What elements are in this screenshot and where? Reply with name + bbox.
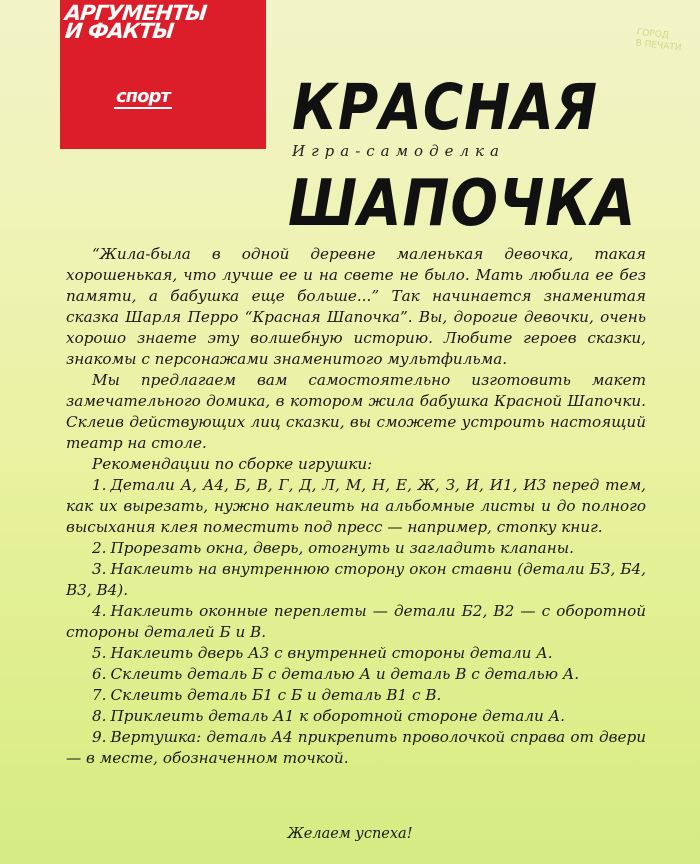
instructions-list [66,475,646,769]
closing-wish: Желаем успеха! [287,826,413,842]
list-item [66,685,646,706]
list-item [66,475,646,538]
list-item [66,538,646,559]
step-number: 8. [92,707,107,725]
page-subtitle: Игра-самоделка [292,142,505,160]
newspaper-logo [60,0,266,149]
step-number: 4. [92,602,107,620]
step-number: 6. [92,665,107,683]
logo-badge: спорт [116,86,170,107]
instructions-heading: Рекомендации по сборке игрушки: [92,455,373,473]
step-text: Прорезать окна, дверь, отогнуть и загладить клапаны. [110,539,574,557]
step-text: Приклеить деталь А1 к оборотной стороне детали А. [110,707,565,725]
page-title-line1: КРАСНАЯ [292,70,599,144]
step-text: Наклеить оконные переплеты — детали Б2, В2 — с оборотной стороны деталей Б и В. [66,602,646,641]
step-number: 5. [92,644,107,662]
step-number: 7. [92,686,107,704]
step-text: Склеить деталь Б с деталью А и деталь В с деталью А. [110,665,580,683]
logo-title [62,1,264,43]
list-item [66,643,646,664]
step-text: Детали А, А4, Б, В, Г, Д, Л, М, Н, Е, Ж, З, И, И1, И3 перед тем, как их вырезать, нужно наклеить на альбомные листы и до полного высыхания клея поместить под пресс — например, стопку книг. [66,476,646,536]
step-number: 1. [92,476,107,494]
step-text: Наклеить на внутреннюю сторону окон ставни (детали Б3, Б4, В3, В4). [66,560,646,599]
list-item [66,664,646,685]
intro-paragraph: “Жила-была в одной деревне маленькая девочка, такая хорошенькая, что лучше ее и на свете не было. Мать любила ее без памяти, а бабушка еще больше...” Так начинается знаменитая сказка Шарля Перро “Красная Шапочка”. Вы, дорогие девочки, очень хорошо знаете эту волшебную историю. Любите героев сказки, знакомы с персонажами знаменитого мультфильма. [66,245,646,368]
list-item [66,559,646,601]
step-text: Вертушка: деталь А4 прикрепить проволочкой справа от двери — в месте, обозначенном точкой. [66,728,646,767]
logo-title-line2: И ФАКТЫ [63,19,175,43]
step-number: 2. [92,539,107,557]
step-number: 9. [92,728,107,746]
list-item [66,727,646,769]
faint-stamp: ГОРОД В ПЕЧАТИ [635,27,682,54]
step-text: Склеить деталь Б1 с Б и деталь В1 с В. [110,686,442,704]
logo-title-line1: АРГУМЕНТЫ [63,1,208,25]
list-item [66,706,646,727]
step-number: 3. [92,560,107,578]
article-body [66,244,646,769]
list-item [66,601,646,643]
step-text: Наклеить дверь А3 с внутренней стороны детали А. [110,644,553,662]
intro-paragraph: Мы предлагаем вам самостоятельно изготовить макет замечательного домика, в котором жила бабушка Красной Шапочки. Склеив действующих лиц сказки, вы сможете устроить настоящий театр на столе. [66,371,646,452]
page-title-line2: ШАПОЧКА [288,166,637,241]
